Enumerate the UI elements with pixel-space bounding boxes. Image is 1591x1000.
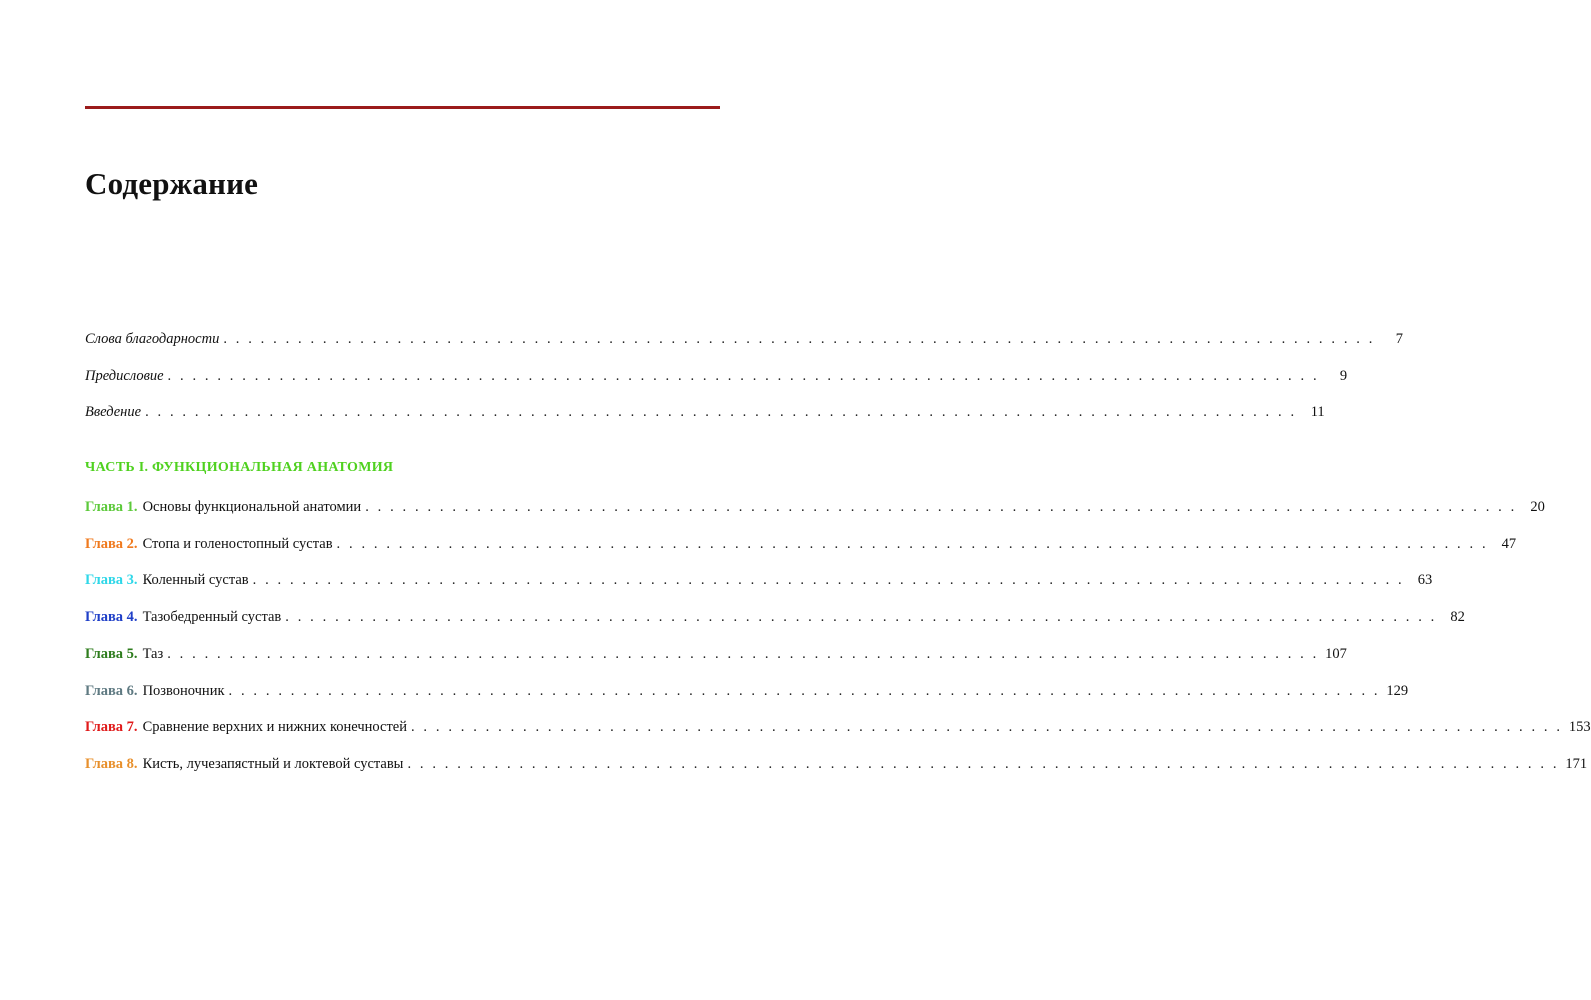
chapter-title: Кисть, лучезапястный и локтевой суставы [142, 756, 404, 772]
toc-page-number: 9 [1339, 368, 1348, 384]
toc-entry-chapter-3[interactable] [85, 569, 1433, 591]
toc-entry-introduction[interactable] [85, 401, 1325, 423]
chapter-number: Глава 8. [85, 756, 138, 772]
dot-leader: . . . . . . . . . . . . . . . . . . . . . . . . . . . . . . . . . . . . . . . . . . . . . . . . . . . . . . . . . . . . . . . . . . . . . . . . . . . . . . . . . . . . . . . . . . . . . [336, 536, 1489, 552]
toc-entry-label: Введение [85, 404, 142, 420]
toc-page-number: 153 [1568, 719, 1591, 735]
toc-entry-preface[interactable] [85, 365, 1348, 387]
chapter-number: Глава 1. [85, 499, 138, 515]
page-title: Содержание [85, 166, 259, 201]
dot-leader: . . . . . . . . . . . . . . . . . . . . . . . . . . . . . . . . . . . . . . . . . . . . . . . . . . . . . . . . . . . . . . . . . . . . . . . . . . . . . . . . . . . . . . . . . . . . . [407, 756, 1560, 772]
dot-leader: . . . . . . . . . . . . . . . . . . . . . . . . . . . . . . . . . . . . . . . . . . . . . . . . . . . . . . . . . . . . . . . . . . . . . . . . . . . . . . . . . . . . . . . . . . . . . [410, 719, 1563, 735]
toc-entry-chapter-6[interactable] [85, 680, 1409, 702]
chapter-number: Глава 6. [85, 683, 138, 699]
header-rule [85, 106, 720, 109]
chapter-title: Позвоночник [142, 683, 225, 699]
toc-entry-chapter-2[interactable] [85, 533, 1517, 555]
chapter-number: Глава 2. [85, 536, 138, 552]
toc-entry-chapter-7[interactable] [85, 716, 1591, 738]
toc-page-number: 63 [1417, 572, 1433, 588]
toc-entry-label: Слова благодарности [85, 331, 220, 347]
toc-page-number: 47 [1501, 536, 1517, 552]
chapter-number: Глава 5. [85, 646, 138, 662]
part-heading[interactable]: ЧАСТЬ I. ФУНКЦИОНАЛЬНАЯ АНАТОМИЯ [85, 460, 394, 475]
dot-leader: . . . . . . . . . . . . . . . . . . . . . . . . . . . . . . . . . . . . . . . . . . . . . . . . . . . . . . . . . . . . . . . . . . . . . . . . . . . . . . . . . . . . . . . . . . . . . [167, 646, 1319, 662]
chapter-title: Основы функциональной анатомии [142, 499, 362, 515]
toc-entry-chapter-8[interactable] [85, 753, 1588, 775]
chapter-number: Глава 3. [85, 572, 138, 588]
chapter-title: Таз [142, 646, 164, 662]
toc-entry-acknowledgements[interactable] [85, 328, 1403, 350]
dot-leader: . . . . . . . . . . . . . . . . . . . . . . . . . . . . . . . . . . . . . . . . . . . . . . . . . . . . . . . . . . . . . . . . . . . . . . . . . . . . . . . . . . . . . . . . . . . . . [145, 404, 1297, 420]
toc-page-number: 171 [1565, 756, 1588, 772]
chapter-title: Коленный сустав [142, 572, 249, 588]
chapter-title: Сравнение верхних и нижних конечностей [142, 719, 407, 735]
toc-entry-label: Предисловие [85, 368, 164, 384]
dot-leader: . . . . . . . . . . . . . . . . . . . . . . . . . . . . . . . . . . . . . . . . . . . . . . . . . . . . . . . . . . . . . . . . . . . . . . . . . . . . . . . . . . . . . . . . . . . . . [167, 368, 1320, 384]
dot-leader: . . . . . . . . . . . . . . . . . . . . . . . . . . . . . . . . . . . . . . . . . . . . . . . . . . . . . . . . . . . . . . . . . . . . . . . . . . . . . . . . . . . . . . . . . . . . . [223, 331, 1375, 347]
toc-page-number: 129 [1386, 683, 1409, 699]
chapter-title: Тазобедренный сустав [142, 609, 282, 625]
toc-entry-chapter-4[interactable] [85, 606, 1465, 628]
chapter-title: Стопа и голеностопный сустав [142, 536, 333, 552]
dot-leader: . . . . . . . . . . . . . . . . . . . . . . . . . . . . . . . . . . . . . . . . . . . . . . . . . . . . . . . . . . . . . . . . . . . . . . . . . . . . . . . . . . . . . . . . . . . . . [285, 609, 1437, 625]
toc-page-number: 11 [1310, 404, 1325, 420]
chapter-number: Глава 4. [85, 609, 138, 625]
toc-entry-chapter-1[interactable] [85, 496, 1545, 518]
toc-page-number: 20 [1530, 499, 1545, 515]
dot-leader: . . . . . . . . . . . . . . . . . . . . . . . . . . . . . . . . . . . . . . . . . . . . . . . . . . . . . . . . . . . . . . . . . . . . . . . . . . . . . . . . . . . . . . . . . . . . . [252, 572, 1405, 588]
chapter-number: Глава 7. [85, 719, 138, 735]
dot-leader: . . . . . . . . . . . . . . . . . . . . . . . . . . . . . . . . . . . . . . . . . . . . . . . . . . . . . . . . . . . . . . . . . . . . . . . . . . . . . . . . . . . . . . . . . . . . . [228, 683, 1381, 699]
toc-entry-chapter-5[interactable] [85, 643, 1347, 665]
toc-page-number: 107 [1325, 646, 1347, 662]
toc-page-number: 7 [1395, 331, 1403, 347]
dot-leader: . . . . . . . . . . . . . . . . . . . . . . . . . . . . . . . . . . . . . . . . . . . . . . . . . . . . . . . . . . . . . . . . . . . . . . . . . . . . . . . . . . . . . . . . . . . . . [365, 499, 1517, 515]
toc-page-number: 82 [1450, 609, 1465, 625]
